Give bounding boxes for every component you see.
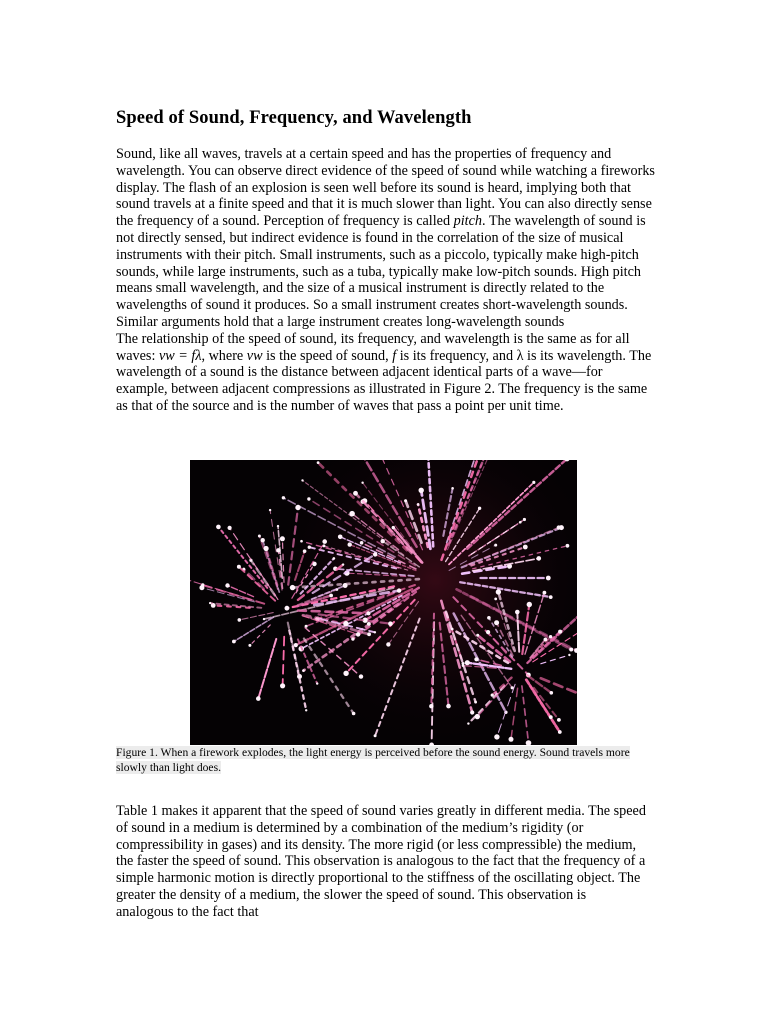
firework-spark: [295, 505, 300, 510]
firework-spark: [446, 704, 451, 709]
firework-spark: [360, 541, 364, 545]
firework-spark: [333, 557, 336, 560]
firework-spark: [348, 542, 352, 546]
firework-spark: [543, 591, 547, 595]
firework-spark: [282, 496, 285, 499]
firework-spark: [343, 621, 348, 626]
firework-spark: [316, 682, 318, 684]
firework-spark: [305, 709, 307, 711]
wave-formula: vw = fλ: [158, 347, 202, 364]
firework-spark: [519, 521, 522, 524]
firework-spark: [462, 664, 465, 667]
firework-spark: [349, 511, 355, 517]
firework-spark: [367, 632, 371, 636]
firework-spark: [322, 539, 327, 544]
firework-streak: [250, 625, 270, 646]
firework-spark: [566, 544, 570, 548]
firework-streak: [202, 588, 255, 602]
firework-spark: [486, 630, 490, 634]
firework-spark: [451, 628, 454, 631]
firework-spark: [303, 549, 307, 553]
firework-spark: [478, 507, 481, 510]
firework-spark: [238, 618, 242, 622]
fireworks-image: [190, 460, 577, 745]
paragraph-relationship-text-1: The relationship of the speed of sound, its frequency, and wavelength is the same as for all waves:: [116, 330, 630, 364]
firework-spark: [451, 487, 454, 490]
paragraph-relationship-text-3: is the speed of sound,: [262, 347, 393, 364]
firework-spark: [557, 718, 561, 722]
firework-spark: [537, 556, 542, 561]
firework-spark: [476, 634, 479, 637]
paragraph-media: Table 1 makes it apparent that the speed of sound varies greatly in different media. The speed of sound in a medium is determined by a combination of the medium’s rigidity (or compressibility in gases) and its density. The more rigid (or less compressible) the medium, the faster the speed of sound. This observation is analogous to the fact that the frequency of a simple harmonic motion is directly proportional to the stiffness of the oscillating object. The greater the density of a medium, the slower the speed of sound. This observation is analogous to the fact that: [116, 803, 646, 920]
firework-spark: [361, 482, 363, 484]
firework-spark: [343, 583, 348, 588]
firework-spark: [509, 737, 514, 742]
paragraph-relationship: [116, 331, 656, 415]
paragraph-relationship-text-2: , where: [201, 347, 247, 364]
firework-spark: [465, 660, 470, 665]
frequency-symbol: f: [392, 347, 397, 364]
firework-spark: [276, 548, 280, 552]
firework-spark: [343, 671, 348, 676]
firework-spark: [491, 694, 494, 697]
firework-spark: [359, 674, 363, 678]
fireworks-photo: [190, 460, 577, 745]
firework-spark: [388, 621, 393, 626]
firework-spark: [474, 701, 477, 704]
firework-spark: [568, 654, 570, 656]
firework-spark: [467, 722, 469, 724]
firework-spark: [256, 696, 261, 701]
firework-spark: [228, 526, 232, 530]
firework-spark: [216, 525, 221, 530]
firework-spark: [523, 518, 526, 521]
speed-symbol: vw: [246, 347, 263, 364]
page-title: Speed of Sound, Frequency, and Wavelength: [116, 108, 472, 128]
pitch-term: pitch: [453, 213, 482, 230]
firework-spark: [523, 545, 528, 550]
firework-spark: [366, 611, 370, 615]
firework-spark: [496, 589, 501, 594]
firework-spark: [549, 715, 553, 719]
firework-spark: [470, 710, 474, 714]
figure-caption: [116, 745, 636, 775]
firework-spark: [487, 616, 491, 620]
firework-spark: [374, 734, 377, 737]
firework-spark: [232, 640, 236, 644]
firework-spark: [549, 595, 553, 599]
firework-spark: [269, 509, 271, 511]
firework-spark: [209, 602, 211, 604]
firework-spark: [558, 730, 562, 734]
firework-spark: [419, 488, 424, 493]
firework-spark: [302, 669, 305, 672]
firework-spark: [248, 644, 251, 647]
firework-spark: [280, 536, 285, 541]
firework-spark: [317, 461, 320, 464]
firework-spark: [290, 585, 295, 590]
firework-streak: [228, 586, 254, 597]
firework-spark: [277, 525, 279, 527]
firework-spark: [374, 631, 376, 633]
firework-spark: [392, 526, 395, 529]
firework-spark: [352, 712, 356, 716]
paragraph-intro-text-1: Sound, like all waves, travels at a certain speed and has the properties of frequency and wavelength. You can observe direct evidence of the speed of sound while watching a fireworks display. The flash of an explosion is seen well before its sound is heard, implying both that sound travels at a finite speed and that it is much slower than light. You can also directly sense the frequency of a sound. Perception of frequency is called: [116, 146, 655, 230]
firework-spark: [494, 734, 499, 739]
firework-spark: [494, 544, 497, 547]
firework-spark: [557, 525, 561, 529]
firework-spark: [550, 691, 554, 695]
firework-spark: [294, 643, 298, 647]
firework-spark: [353, 491, 358, 496]
document-page: [116, 106, 656, 920]
firework-spark: [417, 503, 420, 506]
firework-spark: [429, 704, 433, 708]
firework-spark: [258, 535, 261, 538]
firework-spark: [237, 565, 241, 569]
firework-spark: [549, 635, 552, 638]
firework-spark: [356, 632, 360, 636]
firework-spark: [474, 657, 478, 661]
firework-spark: [300, 540, 303, 543]
firework-spark: [261, 538, 265, 542]
firework-spark: [329, 594, 333, 598]
firework-spark: [307, 497, 310, 500]
firework-spark: [404, 499, 407, 502]
firework-spark: [515, 610, 520, 615]
firework-streak: [258, 639, 276, 699]
firework-spark: [264, 546, 269, 551]
firework-spark: [263, 618, 265, 620]
firework-spark: [308, 546, 311, 549]
figure-caption-text: Figure 1. When a firework explodes, the light energy is perceived before the sound energy. Sound travels more slowly than light does.: [116, 746, 630, 774]
firework-spark: [285, 606, 290, 611]
firework-spark: [532, 481, 535, 484]
firework-spark: [546, 576, 551, 581]
paragraph-intro: [116, 146, 656, 331]
firework-spark: [367, 622, 371, 626]
firework-spark: [558, 630, 562, 634]
firework-spark: [494, 620, 499, 625]
firework-spark: [225, 583, 229, 587]
firework-spark: [569, 648, 573, 652]
firework-spark: [338, 535, 343, 540]
firework-spark: [280, 683, 285, 688]
firework-spark: [527, 602, 532, 607]
firework-spark: [301, 479, 303, 481]
firework-spark: [494, 598, 497, 601]
firework-spark: [342, 563, 344, 565]
firework-spark: [475, 714, 480, 719]
firework-spark: [544, 638, 548, 642]
firework-spark: [381, 539, 385, 543]
paragraph-relationship-text-4: is its frequency, and λ is its wavelength. The wavelength of a sound is the distance between adjacent identical parts of a wave—for example, between adjacent compressions as illustrated in Figure 2. The frequency is the same as that of the source and is the number of waves that pass a point per unit time.: [116, 347, 652, 414]
firework-spark: [397, 588, 401, 592]
firework-spark: [386, 642, 390, 646]
firework-spark: [373, 552, 377, 556]
paragraph-intro-text-2: . The wavelength of sound is not directly sensed, but indirect evidence is found in the correlation of the size of musical instruments with their pitch. Small instruments, such as a piccolo, typically make high-pitch sounds, while large instruments, such as a tuba, typically make low-pitch sounds. High pitch means small wavelength, and the size of a musical instrument is directly related to the wavelengths of sound it produces. So a small instrument creates short-wavelength sounds. Similar arguments hold that a large instrument creates long-wavelength sounds: [116, 213, 646, 330]
